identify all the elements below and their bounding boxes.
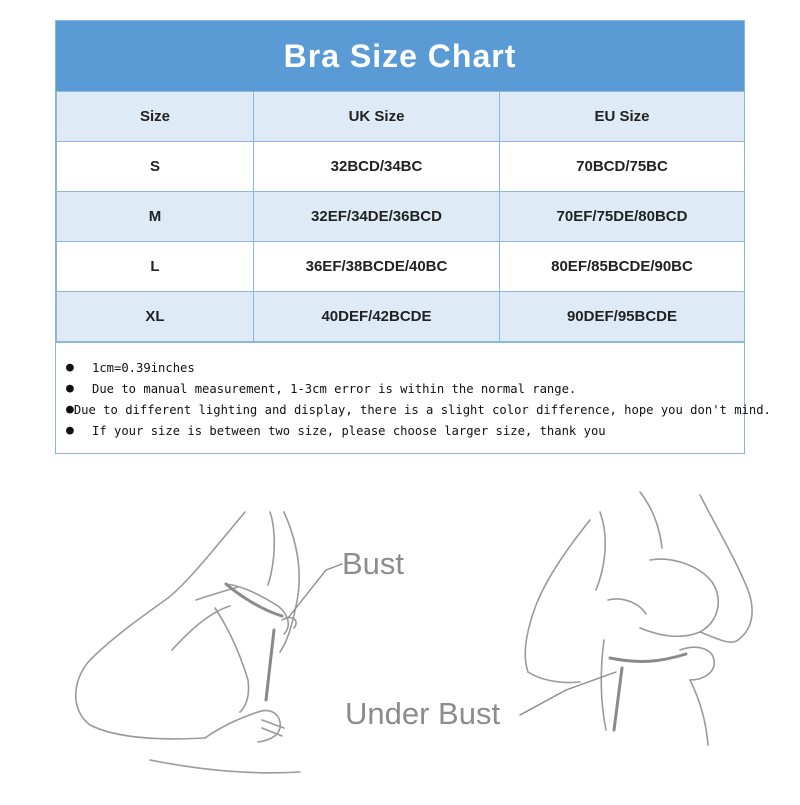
table-row — [57, 242, 745, 292]
note-item — [66, 378, 734, 399]
size-cell: XL — [57, 292, 254, 342]
bullet-icon: ● — [66, 402, 74, 417]
size-table — [56, 91, 745, 342]
bullet-icon: ● — [66, 423, 74, 438]
note-text: 1cm=0.39inches — [92, 360, 195, 375]
eu-size-cell: 70BCD/75BC — [500, 142, 745, 192]
note-text: Due to manual measurement, 1-3cm error is within the normal range. — [92, 381, 577, 396]
size-cell: M — [57, 192, 254, 242]
table-row — [57, 142, 745, 192]
notes-list — [56, 342, 771, 453]
note-item — [66, 420, 734, 441]
header-size: Size — [57, 92, 254, 142]
uk-size-cell: 36EF/38BCDE/40BC — [254, 242, 500, 292]
table-row — [57, 292, 745, 342]
header-eu-size: EU Size — [500, 92, 745, 142]
uk-size-cell: 40DEF/42BCDE — [254, 292, 500, 342]
eu-size-cell: 90DEF/95BCDE — [500, 292, 745, 342]
uk-size-cell: 32BCD/34BC — [254, 142, 500, 192]
size-cell: S — [57, 142, 254, 192]
uk-size-cell: 32EF/34DE/36BCD — [254, 192, 500, 242]
note-item — [66, 399, 771, 420]
bullet-icon: ● — [66, 381, 74, 396]
bullet-icon: ● — [66, 360, 74, 375]
note-text: If your size is between two size, please choose larger size, thank you — [92, 423, 606, 438]
note-text: Due to different lighting and display, there is a slight color difference, hope you don't mind. — [73, 402, 771, 417]
under-bust-label: Under Bust — [345, 696, 501, 731]
table-row — [57, 192, 745, 242]
bust-figure-illustration — [76, 512, 300, 773]
size-cell: L — [57, 242, 254, 292]
under-bust-figure-illustration — [525, 492, 752, 745]
bust-label: Bust — [342, 546, 405, 581]
eu-size-cell: 70EF/75DE/80BCD — [500, 192, 745, 242]
note-item — [66, 357, 734, 378]
eu-size-cell: 80EF/85BCDE/90BC — [500, 242, 745, 292]
table-header-row — [57, 92, 745, 142]
header-uk-size: UK Size — [254, 92, 500, 142]
bust-tape-illustration — [226, 564, 342, 618]
chart-title: Bra Size Chart — [56, 21, 744, 91]
size-chart-table — [55, 20, 771, 454]
measurement-illustration — [0, 470, 800, 800]
